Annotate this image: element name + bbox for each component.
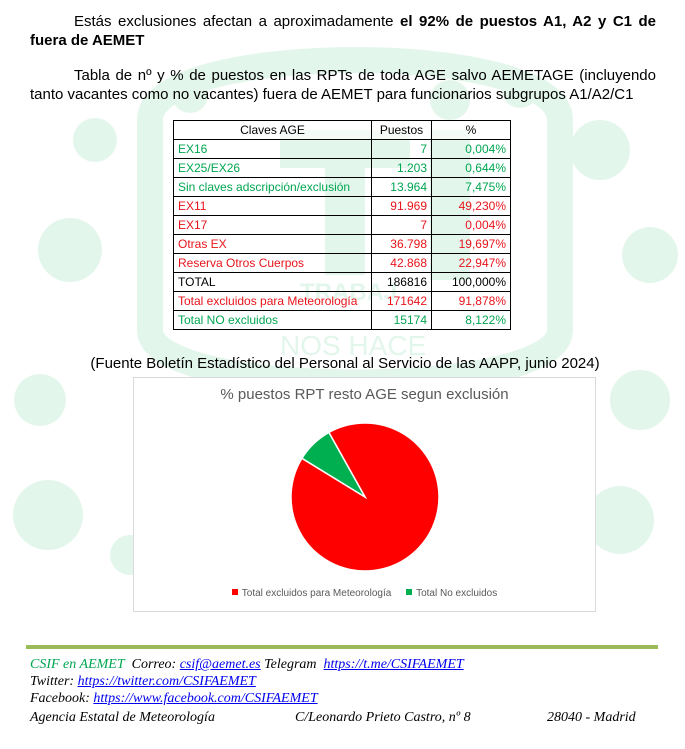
row-pct: 22,947%	[432, 254, 511, 273]
header-claves: Claves AGE	[174, 121, 372, 140]
row-name: Sin claves adscripción/exclusión	[174, 178, 372, 197]
chart-title: % puestos RPT resto AGE segun exclusión	[220, 386, 509, 403]
legend-swatch-green	[406, 589, 412, 595]
row-name: EX16	[174, 140, 372, 159]
row-pct: 8,122%	[432, 311, 511, 330]
table-row	[174, 178, 511, 197]
row-pct: 0,004%	[432, 140, 511, 159]
row-name: EX11	[174, 197, 372, 216]
footer-city: 28040 - Madrid	[547, 710, 636, 725]
row-name: Total NO excluidos	[174, 311, 372, 330]
row-name: TOTAL	[174, 273, 372, 292]
row-pct: 0,004%	[432, 216, 511, 235]
row-puestos: 171642	[372, 292, 432, 311]
source-note: (Fuente Boletín Estadístico del Personal al Servicio de las AAPP, junio 2024)	[90, 355, 600, 372]
header-puestos: Puestos	[372, 121, 432, 140]
legend-item-excluidos	[232, 588, 392, 599]
footer-twitter-label: Twitter:	[30, 674, 75, 689]
legend-item-no-excluidos	[406, 588, 497, 599]
row-puestos: 91.969	[372, 197, 432, 216]
row-pct: 0,644%	[432, 159, 511, 178]
legend-swatch-red	[232, 589, 238, 595]
row-puestos: 13.964	[372, 178, 432, 197]
row-name: Otras EX	[174, 235, 372, 254]
footer-facebook-label: Facebook:	[30, 691, 90, 706]
row-pct: 7,475%	[432, 178, 511, 197]
svg-text:NOS HACE: NOS HACE	[280, 330, 427, 361]
exclusions-table	[173, 120, 511, 330]
intro-highlight: el 92% de puestos A1, A2 y C1 de fuera de AEMET	[30, 13, 657, 49]
footer-address: C/Leonardo Prieto Castro, nº 8	[295, 710, 471, 725]
table-caption: Tabla de nº y % de puestos en las RPTs de toda AGE salvo AEMETAGE (incluyendo tanto vacantes como no vacantes) fuera de AEMET para funcionarios subgrupos A1/A2/C1	[30, 67, 656, 103]
svg-text:TRABAJ: TRABAJ	[300, 279, 398, 306]
footer-brand: CSIF en AEMET	[30, 657, 125, 672]
table-row	[174, 235, 511, 254]
footer-address-line	[30, 709, 650, 726]
row-name: Total excluidos para Meteorología	[174, 292, 372, 311]
row-pct: 19,697%	[432, 235, 511, 254]
table-row	[174, 197, 511, 216]
footer-facebook-link[interactable]: https://www.facebook.com/CSIFAEMET	[93, 691, 318, 706]
table-header-row	[174, 121, 511, 140]
chart-legend	[134, 588, 595, 599]
legend-label: Total No excluidos	[416, 588, 498, 599]
row-puestos: 7	[372, 140, 432, 159]
footer-telegram-label: Telegram	[264, 657, 317, 672]
row-pct: 49,230%	[432, 197, 511, 216]
footer-telegram-link[interactable]: https://t.me/CSIFAEMET	[323, 657, 464, 672]
pie-chart-svg	[134, 378, 595, 611]
footer-correo-label: Correo:	[131, 657, 177, 672]
table-row	[174, 254, 511, 273]
pie-chart	[133, 377, 596, 612]
row-puestos: 1.203	[372, 159, 432, 178]
row-name: EX17	[174, 216, 372, 235]
intro-paragraph	[30, 12, 656, 50]
footer-org: Agencia Estatal de Meteorología	[30, 710, 215, 725]
row-pct: 91,878%	[432, 292, 511, 311]
row-pct: 100,000%	[432, 273, 511, 292]
row-puestos: 186816	[372, 273, 432, 292]
row-name: Reserva Otros Cuerpos	[174, 254, 372, 273]
table-row	[174, 140, 511, 159]
footer-facebook-line	[30, 690, 318, 707]
table-row	[174, 292, 511, 311]
table-row-total	[174, 273, 511, 292]
footer-twitter-link[interactable]: https://twitter.com/CSIFAEMET	[77, 674, 256, 689]
header-pct: %	[432, 121, 511, 140]
table-row	[174, 216, 511, 235]
table-row	[174, 159, 511, 178]
footer-contact-line	[30, 656, 464, 673]
row-puestos: 7	[372, 216, 432, 235]
footer-email-link[interactable]: csif@aemet.es	[179, 657, 261, 672]
row-puestos: 15174	[372, 311, 432, 330]
footer-divider	[26, 645, 658, 649]
footer-twitter-line	[30, 673, 256, 690]
row-puestos: 36.798	[372, 235, 432, 254]
table-row	[174, 311, 511, 330]
intro-text: Estás exclusiones afectan a aproximadamente	[74, 13, 394, 30]
row-name: EX25/EX26	[174, 159, 372, 178]
row-puestos: 42.868	[372, 254, 432, 273]
legend-label: Total excluidos para Meteorología	[241, 588, 392, 599]
